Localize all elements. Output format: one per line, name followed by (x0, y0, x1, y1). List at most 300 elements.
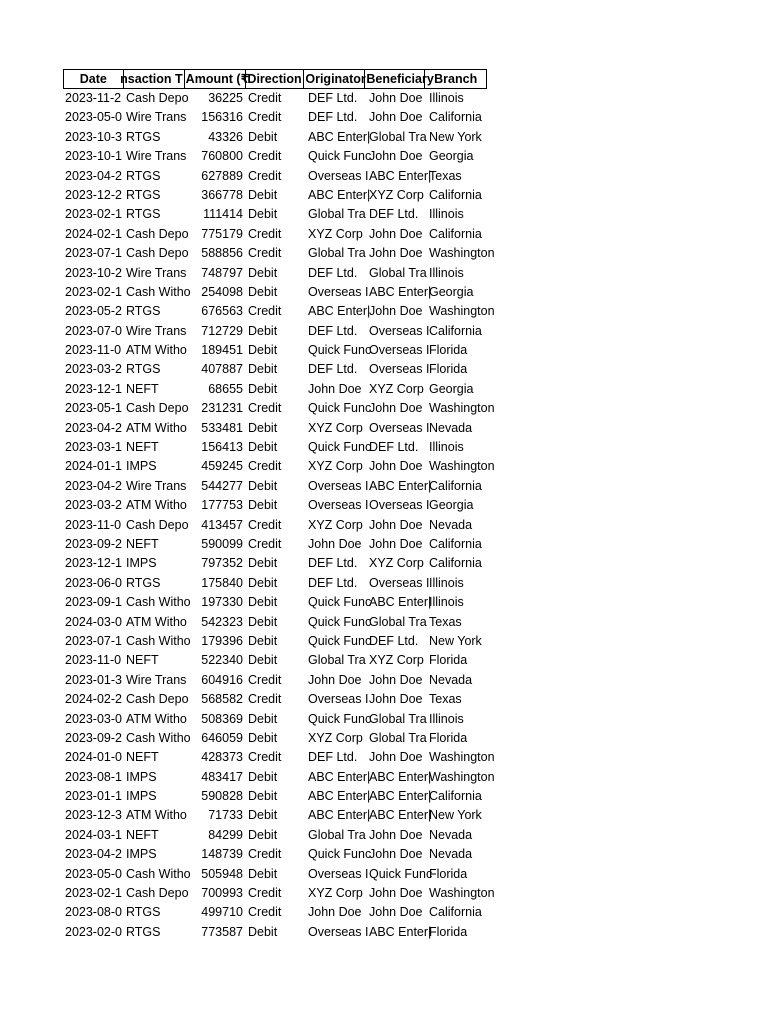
originator-cell[interactable]: John Doe (308, 672, 362, 687)
date-cell[interactable]: 2023-11-2 (65, 91, 122, 105)
transaction-type-cell[interactable]: NEFT (126, 440, 159, 455)
date-cell[interactable]: 2023-04-2 (65, 478, 122, 493)
date-cell[interactable]: 2023-09-2 (65, 536, 122, 551)
transaction-type-cell[interactable]: NEFT (126, 653, 159, 668)
direction-cell[interactable]: Credit (248, 149, 282, 164)
transaction-type-cell[interactable]: Cash Depo (126, 517, 189, 532)
transaction-type-cell[interactable]: NEFT (126, 381, 159, 396)
branch-cell[interactable]: Georgia (429, 284, 474, 299)
originator-cell[interactable]: Global Tra (308, 246, 366, 261)
amount-cell[interactable]: 459245 (201, 459, 243, 474)
originator-cell[interactable]: Overseas I (308, 692, 369, 707)
direction-cell[interactable]: Credit (248, 401, 282, 416)
amount-cell[interactable]: 175840 (201, 575, 243, 590)
amount-cell[interactable]: 84299 (208, 827, 243, 842)
amount-cell[interactable]: 177753 (201, 498, 243, 513)
beneficiary-cell[interactable]: ABC Enter| (369, 595, 432, 610)
direction-cell[interactable]: Credit (248, 168, 282, 183)
branch-cell[interactable]: California (429, 905, 482, 920)
date-cell[interactable]: 2023-03-2 (65, 362, 122, 377)
header-direction[interactable]: Direction (246, 70, 305, 88)
direction-cell[interactable]: Debit (248, 207, 278, 222)
amount-cell[interactable]: 156413 (201, 440, 243, 455)
beneficiary-cell[interactable]: DEF Ltd. (369, 207, 419, 222)
originator-cell[interactable]: DEF Ltd. (308, 362, 358, 377)
originator-cell[interactable]: XYZ Corp (308, 886, 363, 901)
amount-cell[interactable]: 189451 (201, 343, 243, 358)
direction-cell[interactable]: Debit (248, 498, 278, 513)
date-cell[interactable]: 2023-03-0 (65, 711, 122, 726)
transaction-type-cell[interactable]: RTGS (126, 924, 161, 939)
transaction-type-cell[interactable]: NEFT (126, 536, 159, 551)
transaction-type-cell[interactable]: Wire Trans (126, 672, 187, 687)
direction-cell[interactable]: Credit (248, 226, 282, 241)
beneficiary-cell[interactable]: Quick Func (369, 866, 433, 881)
transaction-type-cell[interactable]: ATM Witho (126, 420, 187, 435)
beneficiary-cell[interactable]: John Doe (369, 91, 423, 105)
transaction-type-cell[interactable]: Cash Depo (126, 401, 189, 416)
direction-cell[interactable]: Debit (248, 808, 278, 823)
direction-cell[interactable]: Debit (248, 343, 278, 358)
branch-cell[interactable]: Washington (429, 886, 495, 901)
amount-cell[interactable]: 43326 (208, 129, 243, 144)
date-cell[interactable]: 2023-03-1 (65, 440, 122, 455)
amount-cell[interactable]: 428373 (201, 750, 243, 765)
originator-cell[interactable]: XYZ Corp (308, 226, 363, 241)
beneficiary-cell[interactable]: John Doe (369, 401, 423, 416)
amount-cell[interactable]: 413457 (201, 517, 243, 532)
transaction-type-cell[interactable]: RTGS (126, 168, 161, 183)
direction-cell[interactable]: Credit (248, 536, 282, 551)
originator-cell[interactable]: XYZ Corp (308, 730, 363, 745)
branch-cell[interactable]: Washington (429, 769, 495, 784)
transaction-type-cell[interactable]: Cash Depo (126, 886, 189, 901)
originator-cell[interactable]: Quick Func (308, 595, 372, 610)
branch-cell[interactable]: Washington (429, 459, 495, 474)
date-cell[interactable]: 2023-01-3 (65, 672, 122, 687)
beneficiary-cell[interactable]: Global Tra (369, 265, 427, 280)
date-cell[interactable]: 2023-05-0 (65, 110, 122, 125)
branch-cell[interactable]: Florida (429, 362, 468, 377)
beneficiary-cell[interactable]: Global Tra (369, 711, 427, 726)
branch-cell[interactable]: California (429, 110, 482, 125)
beneficiary-cell[interactable]: ABC Enter| (369, 808, 432, 823)
amount-cell[interactable]: 156316 (201, 110, 243, 125)
date-cell[interactable]: 2023-11-0 (65, 653, 122, 668)
transaction-type-cell[interactable]: Cash Witho (126, 633, 191, 648)
date-cell[interactable]: 2023-10-2 (65, 265, 122, 280)
beneficiary-cell[interactable]: John Doe (369, 246, 423, 261)
direction-cell[interactable]: Credit (248, 517, 282, 532)
direction-cell[interactable]: Credit (248, 750, 282, 765)
direction-cell[interactable]: Debit (248, 633, 278, 648)
beneficiary-cell[interactable]: John Doe (369, 517, 423, 532)
direction-cell[interactable]: Credit (248, 847, 282, 862)
direction-cell[interactable]: Debit (248, 323, 278, 338)
branch-cell[interactable]: Illinois (429, 207, 464, 222)
beneficiary-cell[interactable]: John Doe (369, 459, 423, 474)
amount-cell[interactable]: 676563 (201, 304, 243, 319)
amount-cell[interactable]: 71733 (208, 808, 243, 823)
beneficiary-cell[interactable]: John Doe (369, 847, 423, 862)
beneficiary-cell[interactable]: Global Tra (369, 129, 427, 144)
branch-cell[interactable]: Washington (429, 750, 495, 765)
beneficiary-cell[interactable]: John Doe (369, 672, 423, 687)
beneficiary-cell[interactable]: John Doe (369, 886, 423, 901)
branch-cell[interactable]: Georgia (429, 149, 474, 164)
amount-cell[interactable]: 111414 (203, 207, 243, 222)
amount-cell[interactable]: 148739 (201, 847, 243, 862)
transaction-type-cell[interactable]: Cash Witho (126, 730, 191, 745)
date-cell[interactable]: 2024-03-1 (65, 827, 122, 842)
amount-cell[interactable]: 197330 (201, 595, 243, 610)
transaction-type-cell[interactable]: Cash Depo (126, 692, 189, 707)
branch-cell[interactable]: Illinois (429, 575, 464, 590)
transaction-type-cell[interactable]: ATM Witho (126, 343, 187, 358)
amount-cell[interactable]: 748797 (201, 265, 243, 280)
date-cell[interactable]: 2024-03-0 (65, 614, 122, 629)
beneficiary-cell[interactable]: ABC Enter| (369, 769, 432, 784)
date-cell[interactable]: 2023-02-1 (65, 886, 122, 901)
transaction-type-cell[interactable]: Cash Depo (126, 246, 189, 261)
branch-cell[interactable]: Georgia (429, 498, 474, 513)
direction-cell[interactable]: Debit (248, 284, 278, 299)
direction-cell[interactable]: Debit (248, 924, 278, 939)
branch-cell[interactable]: Florida (429, 653, 468, 668)
date-cell[interactable]: 2023-07-0 (65, 323, 122, 338)
date-cell[interactable]: 2023-12-1 (65, 556, 122, 571)
date-cell[interactable]: 2024-01-1 (65, 459, 122, 474)
originator-cell[interactable]: ABC Enter| (308, 789, 371, 804)
date-cell[interactable]: 2024-01-0 (65, 750, 122, 765)
header-originator[interactable]: Originator (305, 72, 366, 86)
amount-cell[interactable]: 590828 (201, 789, 243, 804)
amount-cell[interactable]: 231231 (201, 401, 243, 416)
originator-cell[interactable]: Quick Func (308, 401, 372, 416)
date-cell[interactable]: 2023-12-1 (65, 381, 122, 396)
amount-cell[interactable]: 36225 (208, 91, 243, 105)
originator-cell[interactable]: DEF Ltd. (308, 110, 358, 125)
beneficiary-cell[interactable]: ABC Enter| (369, 284, 432, 299)
branch-cell[interactable]: California (429, 226, 482, 241)
transaction-type-cell[interactable]: IMPS (126, 769, 157, 784)
beneficiary-cell[interactable]: Global Tra (369, 730, 427, 745)
header-amount[interactable]: Amount (₹ (185, 72, 250, 86)
transaction-type-cell[interactable]: Cash Depo (126, 91, 189, 105)
branch-cell[interactable]: California (429, 323, 482, 338)
transaction-type-cell[interactable]: ATM Witho (126, 498, 187, 513)
amount-cell[interactable]: 760800 (201, 149, 243, 164)
branch-cell[interactable]: California (429, 556, 482, 571)
beneficiary-cell[interactable]: Overseas I (369, 575, 430, 590)
beneficiary-cell[interactable]: John Doe (369, 905, 423, 920)
amount-cell[interactable]: 712729 (201, 323, 243, 338)
branch-cell[interactable]: Florida (429, 866, 468, 881)
amount-cell[interactable]: 700993 (201, 886, 243, 901)
amount-cell[interactable]: 499710 (201, 905, 243, 920)
date-cell[interactable]: 2023-02-1 (65, 284, 122, 299)
branch-cell[interactable]: Illinois (429, 440, 464, 455)
transaction-type-cell[interactable]: RTGS (126, 362, 161, 377)
originator-cell[interactable]: John Doe (308, 381, 362, 396)
transaction-type-cell[interactable]: Wire Trans (126, 478, 187, 493)
transaction-type-cell[interactable]: IMPS (126, 847, 157, 862)
beneficiary-cell[interactable]: John Doe (369, 149, 423, 164)
direction-cell[interactable]: Credit (248, 110, 282, 125)
direction-cell[interactable]: Credit (248, 905, 282, 920)
beneficiary-cell[interactable]: ABC Enter| (369, 924, 432, 939)
originator-cell[interactable]: Overseas I (308, 478, 369, 493)
branch-cell[interactable]: Florida (429, 343, 468, 358)
beneficiary-cell[interactable]: John Doe (369, 304, 423, 319)
direction-cell[interactable]: Debit (248, 187, 278, 202)
amount-cell[interactable]: 646059 (201, 730, 243, 745)
originator-cell[interactable]: ABC Enter| (308, 304, 371, 319)
transaction-type-cell[interactable]: RTGS (126, 575, 161, 590)
originator-cell[interactable]: Quick Func (308, 847, 372, 862)
direction-cell[interactable]: Debit (248, 866, 278, 881)
amount-cell[interactable]: 773587 (201, 924, 243, 939)
direction-cell[interactable]: Debit (248, 789, 278, 804)
originator-cell[interactable]: Quick Func (308, 149, 372, 164)
originator-cell[interactable]: Overseas I (308, 284, 369, 299)
amount-cell[interactable]: 604916 (201, 672, 243, 687)
originator-cell[interactable]: XYZ Corp (308, 459, 363, 474)
direction-cell[interactable]: Credit (248, 246, 282, 261)
originator-cell[interactable]: ABC Enter| (308, 187, 371, 202)
beneficiary-cell[interactable]: Overseas I (369, 343, 430, 358)
direction-cell[interactable]: Debit (248, 595, 278, 610)
transaction-type-cell[interactable]: ATM Witho (126, 614, 187, 629)
date-cell[interactable]: 2023-12-3 (65, 808, 122, 823)
direction-cell[interactable]: Debit (248, 265, 278, 280)
branch-cell[interactable]: Nevada (429, 420, 473, 435)
date-cell[interactable]: 2023-11-0 (65, 517, 122, 532)
branch-cell[interactable]: New York (429, 633, 482, 648)
amount-cell[interactable]: 179396 (201, 633, 243, 648)
originator-cell[interactable]: Overseas I (308, 498, 369, 513)
originator-cell[interactable]: ABC Enter| (308, 769, 371, 784)
originator-cell[interactable]: John Doe (308, 536, 362, 551)
beneficiary-cell[interactable]: Overseas I (369, 498, 430, 513)
originator-cell[interactable]: DEF Ltd. (308, 91, 358, 105)
transaction-type-cell[interactable]: RTGS (126, 129, 161, 144)
originator-cell[interactable]: XYZ Corp (308, 517, 363, 532)
amount-cell[interactable]: 588856 (201, 246, 243, 261)
beneficiary-cell[interactable]: DEF Ltd. (369, 633, 419, 648)
direction-cell[interactable]: Credit (248, 91, 282, 105)
direction-cell[interactable]: Credit (248, 886, 282, 901)
amount-cell[interactable]: 533481 (201, 420, 243, 435)
transaction-type-cell[interactable]: Wire Trans (126, 110, 187, 125)
direction-cell[interactable]: Credit (248, 692, 282, 707)
direction-cell[interactable]: Debit (248, 420, 278, 435)
transaction-type-cell[interactable]: IMPS (126, 459, 157, 474)
branch-cell[interactable]: California (429, 478, 482, 493)
date-cell[interactable]: 2023-09-2 (65, 730, 122, 745)
branch-cell[interactable]: California (429, 536, 482, 551)
direction-cell[interactable]: Debit (248, 362, 278, 377)
amount-cell[interactable]: 68655 (208, 381, 243, 396)
originator-cell[interactable]: John Doe (308, 905, 362, 920)
branch-cell[interactable]: Nevada (429, 672, 473, 687)
date-cell[interactable]: 2024-02-1 (65, 226, 122, 241)
date-cell[interactable]: 2023-04-2 (65, 420, 122, 435)
branch-cell[interactable]: Nevada (429, 827, 473, 842)
originator-cell[interactable]: ABC Enter| (308, 808, 371, 823)
originator-cell[interactable]: Overseas I (308, 924, 369, 939)
direction-cell[interactable]: Debit (248, 440, 278, 455)
beneficiary-cell[interactable]: Overseas I (369, 420, 430, 435)
direction-cell[interactable]: Debit (248, 653, 278, 668)
branch-cell[interactable]: Nevada (429, 517, 473, 532)
date-cell[interactable]: 2024-02-2 (65, 692, 122, 707)
branch-cell[interactable]: California (429, 789, 482, 804)
originator-cell[interactable]: DEF Ltd. (308, 575, 358, 590)
branch-cell[interactable]: New York (429, 129, 482, 144)
transaction-type-cell[interactable]: NEFT (126, 827, 159, 842)
beneficiary-cell[interactable]: Overseas I (369, 362, 430, 377)
amount-cell[interactable]: 542323 (201, 614, 243, 629)
beneficiary-cell[interactable]: John Doe (369, 692, 423, 707)
beneficiary-cell[interactable]: XYZ Corp (369, 187, 424, 202)
branch-cell[interactable]: Florida (429, 730, 468, 745)
transaction-type-cell[interactable]: ATM Witho (126, 711, 187, 726)
branch-cell[interactable]: Texas (429, 692, 462, 707)
originator-cell[interactable]: Global Tra (308, 207, 366, 222)
beneficiary-cell[interactable]: ABC Enter| (369, 478, 432, 493)
amount-cell[interactable]: 797352 (201, 556, 243, 571)
branch-cell[interactable]: Illinois (429, 711, 464, 726)
amount-cell[interactable]: 544277 (201, 478, 243, 493)
originator-cell[interactable]: Quick Func (308, 711, 372, 726)
branch-cell[interactable]: Texas (429, 168, 462, 183)
originator-cell[interactable]: ABC Enter| (308, 129, 371, 144)
originator-cell[interactable]: Global Tra (308, 827, 366, 842)
branch-cell[interactable]: California (429, 187, 482, 202)
direction-cell[interactable]: Debit (248, 575, 278, 590)
originator-cell[interactable]: Quick Func (308, 614, 372, 629)
direction-cell[interactable]: Debit (248, 730, 278, 745)
beneficiary-cell[interactable]: John Doe (369, 536, 423, 551)
date-cell[interactable]: 2023-02-1 (65, 207, 122, 222)
direction-cell[interactable]: Credit (248, 304, 282, 319)
direction-cell[interactable]: Debit (248, 381, 278, 396)
direction-cell[interactable]: Credit (248, 459, 282, 474)
transaction-type-cell[interactable]: ATM Witho (126, 808, 187, 823)
date-cell[interactable]: 2023-06-0 (65, 575, 122, 590)
beneficiary-cell[interactable]: Overseas I (369, 323, 430, 338)
originator-cell[interactable]: DEF Ltd. (308, 750, 358, 765)
transaction-type-cell[interactable]: Wire Trans (126, 265, 187, 280)
branch-cell[interactable]: Illinois (429, 595, 464, 610)
amount-cell[interactable]: 568582 (201, 692, 243, 707)
date-cell[interactable]: 2023-07-1 (65, 633, 122, 648)
originator-cell[interactable]: DEF Ltd. (308, 265, 358, 280)
direction-cell[interactable]: Credit (248, 672, 282, 687)
direction-cell[interactable]: Debit (248, 614, 278, 629)
transaction-type-cell[interactable]: Cash Depo (126, 226, 189, 241)
transaction-type-cell[interactable]: RTGS (126, 207, 161, 222)
direction-cell[interactable]: Debit (248, 711, 278, 726)
date-cell[interactable]: 2023-07-1 (65, 246, 122, 261)
transaction-type-cell[interactable]: RTGS (126, 304, 161, 319)
beneficiary-cell[interactable]: XYZ Corp (369, 381, 424, 396)
transaction-type-cell[interactable]: IMPS (126, 556, 157, 571)
beneficiary-cell[interactable]: DEF Ltd. (369, 440, 419, 455)
branch-cell[interactable]: Nevada (429, 847, 473, 862)
date-cell[interactable]: 2023-04-2 (65, 168, 122, 183)
originator-cell[interactable]: DEF Ltd. (308, 556, 358, 571)
beneficiary-cell[interactable]: ABC Enter| (369, 168, 432, 183)
beneficiary-cell[interactable]: ABC Enter| (369, 789, 432, 804)
transaction-type-cell[interactable]: NEFT (126, 750, 159, 765)
header-date[interactable]: Date (64, 70, 124, 88)
header-beneficiary[interactable]: Beneficiary (366, 72, 434, 86)
date-cell[interactable]: 2023-11-0 (65, 343, 122, 358)
amount-cell[interactable]: 590099 (201, 536, 243, 551)
branch-cell[interactable]: Illinois (429, 91, 464, 105)
beneficiary-cell[interactable]: John Doe (369, 110, 423, 125)
beneficiary-cell[interactable]: John Doe (369, 750, 423, 765)
originator-cell[interactable]: Quick Func (308, 633, 372, 648)
transaction-type-cell[interactable]: IMPS (126, 789, 157, 804)
branch-cell[interactable]: Washington (429, 304, 495, 319)
transaction-type-cell[interactable]: Cash Witho (126, 284, 191, 299)
date-cell[interactable]: 2023-02-0 (65, 924, 122, 939)
amount-cell[interactable]: 508369 (201, 711, 243, 726)
amount-cell[interactable]: 483417 (201, 769, 243, 784)
amount-cell[interactable]: 366778 (201, 187, 243, 202)
date-cell[interactable]: 2023-04-2 (65, 847, 122, 862)
originator-cell[interactable]: Global Tra (308, 653, 366, 668)
originator-cell[interactable]: XYZ Corp (308, 420, 363, 435)
originator-cell[interactable]: DEF Ltd. (308, 323, 358, 338)
originator-cell[interactable]: Overseas I (308, 866, 369, 881)
date-cell[interactable]: 2023-08-0 (65, 905, 122, 920)
direction-cell[interactable]: Debit (248, 827, 278, 842)
branch-cell[interactable]: Washington (429, 246, 495, 261)
amount-cell[interactable]: 627889 (201, 168, 243, 183)
date-cell[interactable]: 2023-05-2 (65, 304, 122, 319)
amount-cell[interactable]: 505948 (201, 866, 243, 881)
beneficiary-cell[interactable]: XYZ Corp (369, 653, 424, 668)
branch-cell[interactable]: Washington (429, 401, 495, 416)
transaction-type-cell[interactable]: RTGS (126, 905, 161, 920)
transaction-type-cell[interactable]: Wire Trans (126, 323, 187, 338)
transaction-type-cell[interactable]: Cash Witho (126, 595, 191, 610)
date-cell[interactable]: 2023-12-2 (65, 187, 122, 202)
branch-cell[interactable]: New York (429, 808, 482, 823)
date-cell[interactable]: 2023-10-3 (65, 129, 122, 144)
amount-cell[interactable]: 522340 (201, 653, 243, 668)
header-branch[interactable]: Branch (434, 72, 478, 86)
date-cell[interactable]: 2023-03-2 (65, 498, 122, 513)
transaction-type-cell[interactable]: Cash Witho (126, 866, 191, 881)
transaction-type-cell[interactable]: RTGS (126, 187, 161, 202)
date-cell[interactable]: 2023-09-1 (65, 595, 122, 610)
amount-cell[interactable]: 254098 (201, 284, 243, 299)
amount-cell[interactable]: 775179 (201, 226, 243, 241)
date-cell[interactable]: 2023-05-1 (65, 401, 122, 416)
date-cell[interactable]: 2023-10-1 (65, 149, 122, 164)
direction-cell[interactable]: Debit (248, 478, 278, 493)
originator-cell[interactable]: Quick Func (308, 343, 372, 358)
originator-cell[interactable]: Overseas I (308, 168, 369, 183)
date-cell[interactable]: 2023-01-1 (65, 789, 122, 804)
transaction-type-cell[interactable]: Wire Trans (126, 149, 187, 164)
header-transaction-type[interactable]: nsaction T (120, 72, 183, 86)
